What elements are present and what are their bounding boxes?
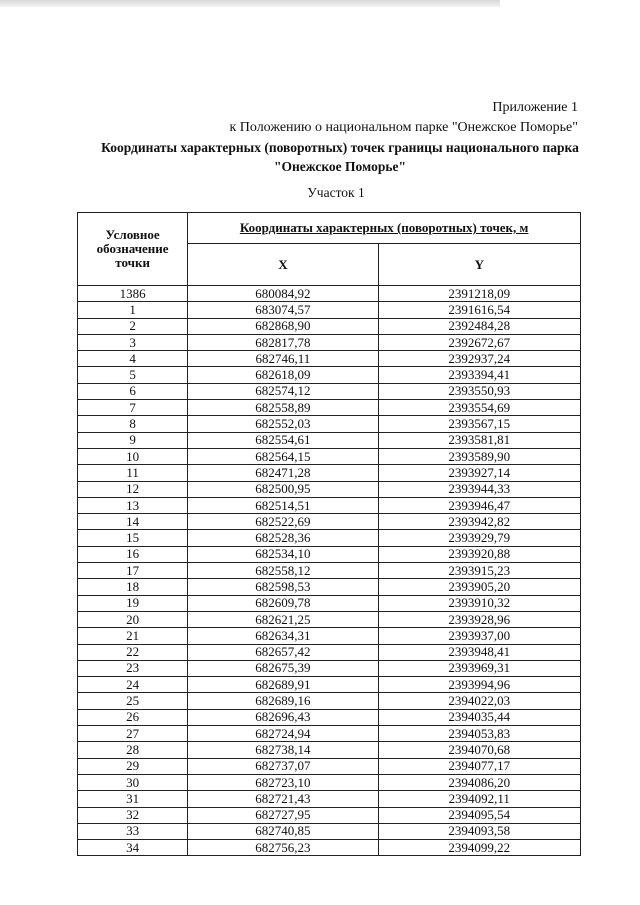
column-header-y: Y — [378, 244, 580, 286]
table-row — [78, 400, 581, 416]
point-cell: 4 — [78, 351, 188, 367]
section-label: Участок 1 — [307, 185, 365, 200]
table-row — [78, 514, 581, 530]
point-cell: 16 — [78, 546, 188, 562]
x-cell: 682746,11 — [188, 351, 378, 367]
x-cell: 682558,12 — [188, 563, 378, 579]
y-cell: 2392484,28 — [378, 318, 580, 334]
y-cell: 2394086,20 — [378, 774, 580, 790]
point-cell: 24 — [78, 677, 188, 693]
y-cell: 2393910,32 — [378, 595, 580, 611]
x-cell: 682558,89 — [188, 400, 378, 416]
x-cell: 682756,23 — [188, 840, 378, 856]
title-line-2: "Онежское Поморье" — [274, 159, 406, 174]
table-row — [78, 774, 581, 790]
point-cell: 31 — [78, 791, 188, 807]
point-cell: 34 — [78, 840, 188, 856]
point-cell: 28 — [78, 742, 188, 758]
y-cell: 2391218,09 — [378, 286, 580, 302]
appendix-reference: к Положению о национальном парке "Онежское Поморье" — [229, 120, 578, 135]
coordinates-table — [77, 212, 581, 856]
x-cell: 682721,43 — [188, 791, 378, 807]
y-cell: 2393969,31 — [378, 660, 580, 676]
y-cell: 2393944,33 — [378, 481, 580, 497]
y-cell: 2393928,96 — [378, 611, 580, 627]
column-header-point: Условное обозначение точки — [78, 213, 188, 286]
point-cell: 15 — [78, 530, 188, 546]
point-cell: 3 — [78, 334, 188, 350]
y-cell: 2393937,00 — [378, 628, 580, 644]
point-cell: 26 — [78, 709, 188, 725]
x-cell: 682675,39 — [188, 660, 378, 676]
x-cell: 682621,25 — [188, 611, 378, 627]
x-cell: 682609,78 — [188, 595, 378, 611]
y-cell: 2393567,15 — [378, 416, 580, 432]
table-row — [78, 367, 581, 383]
table-row — [78, 286, 581, 302]
table-row — [78, 383, 581, 399]
table-row — [78, 709, 581, 725]
x-cell: 682723,10 — [188, 774, 378, 790]
x-cell: 682817,78 — [188, 334, 378, 350]
point-cell: 29 — [78, 758, 188, 774]
table-row — [78, 791, 581, 807]
point-cell: 7 — [78, 400, 188, 416]
y-cell: 2393581,81 — [378, 432, 580, 448]
y-cell: 2392937,24 — [378, 351, 580, 367]
table-row — [78, 726, 581, 742]
table-row — [78, 497, 581, 513]
table-row — [78, 416, 581, 432]
title-line-1: Координаты характерных (поворотных) точек границы национального парка — [101, 140, 579, 155]
x-cell: 682724,94 — [188, 726, 378, 742]
point-cell: 14 — [78, 514, 188, 530]
point-cell: 5 — [78, 367, 188, 383]
point-cell: 9 — [78, 432, 188, 448]
column-header-x: X — [188, 244, 378, 286]
x-cell: 680084,92 — [188, 286, 378, 302]
point-cell: 1386 — [78, 286, 188, 302]
x-cell: 682522,69 — [188, 514, 378, 530]
table-row — [78, 351, 581, 367]
point-cell: 8 — [78, 416, 188, 432]
table-row — [78, 628, 581, 644]
table-row — [78, 432, 581, 448]
appendix-header — [229, 98, 578, 138]
x-cell: 682598,53 — [188, 579, 378, 595]
table-row — [78, 758, 581, 774]
y-cell: 2393994,96 — [378, 677, 580, 693]
x-cell: 682657,42 — [188, 644, 378, 660]
y-cell: 2393915,23 — [378, 563, 580, 579]
point-cell: 18 — [78, 579, 188, 595]
x-cell: 682534,10 — [188, 546, 378, 562]
point-cell: 32 — [78, 807, 188, 823]
table-row — [78, 546, 581, 562]
table-row — [78, 742, 581, 758]
point-cell: 12 — [78, 481, 188, 497]
x-cell: 682868,90 — [188, 318, 378, 334]
y-cell: 2393946,47 — [378, 497, 580, 513]
y-cell: 2394092,11 — [378, 791, 580, 807]
y-cell: 2394022,03 — [378, 693, 580, 709]
table-row — [78, 481, 581, 497]
table-row — [78, 448, 581, 464]
x-cell: 682552,03 — [188, 416, 378, 432]
point-cell: 33 — [78, 823, 188, 839]
x-cell: 683074,57 — [188, 302, 378, 318]
y-cell: 2393554,69 — [378, 400, 580, 416]
y-cell: 2394099,22 — [378, 840, 580, 856]
x-cell: 682634,31 — [188, 628, 378, 644]
appendix-label: Приложение 1 — [492, 100, 578, 115]
y-cell: 2392672,67 — [378, 334, 580, 350]
y-cell: 2393550,93 — [378, 383, 580, 399]
table-row — [78, 563, 581, 579]
y-cell: 2393948,41 — [378, 644, 580, 660]
table-row — [78, 318, 581, 334]
point-cell: 23 — [78, 660, 188, 676]
point-cell: 10 — [78, 448, 188, 464]
point-cell: 19 — [78, 595, 188, 611]
x-cell: 682514,51 — [188, 497, 378, 513]
x-cell: 682618,09 — [188, 367, 378, 383]
y-cell: 2391616,54 — [378, 302, 580, 318]
x-cell: 682574,12 — [188, 383, 378, 399]
table-row — [78, 302, 581, 318]
y-cell: 2393927,14 — [378, 465, 580, 481]
table-row — [78, 530, 581, 546]
point-cell: 11 — [78, 465, 188, 481]
x-cell: 682696,43 — [188, 709, 378, 725]
y-cell: 2394093,58 — [378, 823, 580, 839]
x-cell: 682738,14 — [188, 742, 378, 758]
column-header-coordinates: Координаты характерных (поворотных) точек, м — [188, 213, 581, 244]
y-cell: 2393589,90 — [378, 448, 580, 464]
table-body — [78, 286, 581, 856]
point-cell: 1 — [78, 302, 188, 318]
table-row — [78, 840, 581, 856]
point-cell: 27 — [78, 726, 188, 742]
x-cell: 682689,91 — [188, 677, 378, 693]
table-row — [78, 579, 581, 595]
x-cell: 682528,36 — [188, 530, 378, 546]
y-cell: 2394070,68 — [378, 742, 580, 758]
point-cell: 2 — [78, 318, 188, 334]
scan-edge — [0, 0, 500, 7]
y-cell: 2393929,79 — [378, 530, 580, 546]
x-cell: 682500,95 — [188, 481, 378, 497]
point-cell: 21 — [78, 628, 188, 644]
table-row — [78, 595, 581, 611]
point-cell: 22 — [78, 644, 188, 660]
table-row — [78, 611, 581, 627]
table-row — [78, 677, 581, 693]
table-row — [78, 823, 581, 839]
point-cell: 13 — [78, 497, 188, 513]
x-cell: 682737,07 — [188, 758, 378, 774]
point-cell: 25 — [78, 693, 188, 709]
y-cell: 2393942,82 — [378, 514, 580, 530]
y-cell: 2394095,54 — [378, 807, 580, 823]
table-row — [78, 693, 581, 709]
table-row — [78, 465, 581, 481]
y-cell: 2394053,83 — [378, 726, 580, 742]
y-cell: 2394077,17 — [378, 758, 580, 774]
y-cell: 2393905,20 — [378, 579, 580, 595]
document-title — [60, 138, 620, 176]
table-row — [78, 644, 581, 660]
point-cell: 6 — [78, 383, 188, 399]
x-cell: 682727,95 — [188, 807, 378, 823]
x-cell: 682689,16 — [188, 693, 378, 709]
x-cell: 682554,61 — [188, 432, 378, 448]
table-row — [78, 334, 581, 350]
y-cell: 2393920,88 — [378, 546, 580, 562]
point-cell: 20 — [78, 611, 188, 627]
table-row — [78, 807, 581, 823]
x-cell: 682471,28 — [188, 465, 378, 481]
x-cell: 682740,85 — [188, 823, 378, 839]
table-row — [78, 660, 581, 676]
point-cell: 17 — [78, 563, 188, 579]
x-cell: 682564,15 — [188, 448, 378, 464]
y-cell: 2393394,41 — [378, 367, 580, 383]
point-cell: 30 — [78, 774, 188, 790]
y-cell: 2394035,44 — [378, 709, 580, 725]
